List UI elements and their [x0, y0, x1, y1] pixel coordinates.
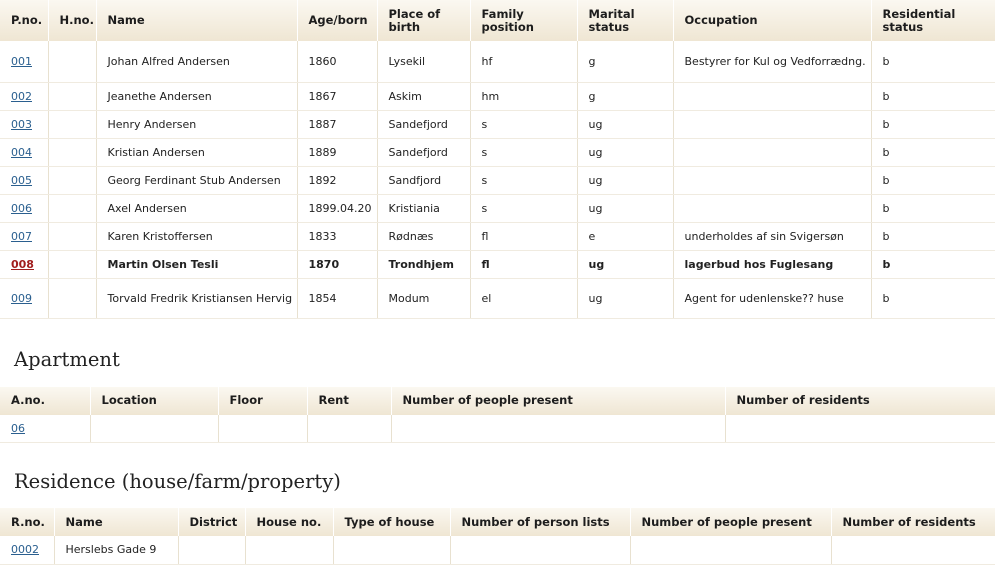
person-residential-status: b: [871, 138, 995, 166]
person-number-cell: [0, 110, 48, 138]
residence-number-cell: [0, 536, 54, 564]
residence-district: [178, 536, 245, 564]
person-residential-status: b: [871, 166, 995, 194]
person-occupation: [673, 110, 871, 138]
person-residential-status: b: [871, 41, 995, 82]
apartment-location: [90, 415, 218, 443]
person-name: Torvald Fredrik Kristiansen Hervig: [96, 278, 297, 318]
person-row: [0, 250, 995, 278]
household-number: [48, 166, 96, 194]
household-number: [48, 194, 96, 222]
person-marital-status: g: [577, 82, 673, 110]
apartment-header-row: [0, 387, 995, 415]
apartment-row: [0, 415, 995, 443]
person-number-cell: [0, 138, 48, 166]
col-header-residence-name: Name: [54, 508, 178, 536]
person-number-link[interactable]: 007: [11, 229, 32, 243]
person-residential-status: b: [871, 222, 995, 250]
household-number: [48, 222, 96, 250]
person-row: [0, 82, 995, 110]
col-header-hno: H.no.: [48, 0, 96, 41]
col-header-ano: A.no.: [0, 387, 90, 415]
col-header-pno: P.no.: [0, 0, 48, 41]
person-marital-status: ug: [577, 110, 673, 138]
person-birthplace: Sandfjord: [377, 166, 470, 194]
person-name: Johan Alfred Andersen: [96, 41, 297, 82]
person-row: [0, 41, 995, 82]
person-marital-status: ug: [577, 278, 673, 318]
person-marital-status: e: [577, 222, 673, 250]
person-occupation: [673, 194, 871, 222]
person-number-link[interactable]: 004: [11, 145, 32, 159]
person-name: Karen Kristoffersen: [96, 222, 297, 250]
person-residential-status: b: [871, 194, 995, 222]
person-birthplace: Modum: [377, 278, 470, 318]
person-birthplace: Lysekil: [377, 41, 470, 82]
person-residential-status: b: [871, 278, 995, 318]
person-age: 1899.04.20: [297, 194, 377, 222]
person-birthplace: Kristiania: [377, 194, 470, 222]
household-number: [48, 82, 96, 110]
person-number-link[interactable]: 009: [11, 291, 32, 305]
residence-heading: Residence (house/farm/property): [14, 470, 341, 493]
person-name: Georg Ferdinant Stub Andersen: [96, 166, 297, 194]
person-occupation: underholdes af sin Svigersøn: [673, 222, 871, 250]
person-row: [0, 166, 995, 194]
person-row: [0, 194, 995, 222]
apartment-rent: [307, 415, 391, 443]
col-header-age: Age/born: [297, 0, 377, 41]
residence-row: [0, 536, 995, 564]
apartment-number-link[interactable]: 06: [11, 421, 25, 435]
person-occupation: Bestyrer for Kul og Vedforrædng.: [673, 41, 871, 82]
person-row: [0, 138, 995, 166]
person-age: 1887: [297, 110, 377, 138]
person-number-cell: [0, 82, 48, 110]
person-number-cell: [0, 278, 48, 318]
person-number-link[interactable]: 005: [11, 173, 32, 187]
person-occupation: Agent for udenlenske?? huse: [673, 278, 871, 318]
person-marital-status: g: [577, 41, 673, 82]
col-header-family-position: Family position: [470, 0, 577, 41]
residence-house-type: [333, 536, 450, 564]
person-row: [0, 110, 995, 138]
person-marital-status: ug: [577, 250, 673, 278]
person-name: Kristian Andersen: [96, 138, 297, 166]
apartment-heading: Apartment: [14, 347, 120, 371]
person-residential-status: b: [871, 250, 995, 278]
person-occupation: lagerbud hos Fuglesang: [673, 250, 871, 278]
person-name: Axel Andersen: [96, 194, 297, 222]
col-header-residential-status: Residential status: [871, 0, 995, 41]
apartment-people-present: [391, 415, 725, 443]
col-header-people-present: Number of people present: [391, 387, 725, 415]
col-header-person-lists: Number of person lists: [450, 508, 630, 536]
person-family-position: el: [470, 278, 577, 318]
col-header-location: Location: [90, 387, 218, 415]
household-number: [48, 278, 96, 318]
person-age: 1889: [297, 138, 377, 166]
person-number-link[interactable]: 003: [11, 117, 32, 131]
residence-table: [0, 508, 995, 565]
household-number: [48, 41, 96, 82]
person-occupation: [673, 166, 871, 194]
person-family-position: s: [470, 194, 577, 222]
col-header-occupation: Occupation: [673, 0, 871, 41]
col-header-name: Name: [96, 0, 297, 41]
col-header-rent: Rent: [307, 387, 391, 415]
person-birthplace: Trondhjem: [377, 250, 470, 278]
person-number-link[interactable]: 006: [11, 201, 32, 215]
person-family-position: hf: [470, 41, 577, 82]
household-number: [48, 138, 96, 166]
col-header-district: District: [178, 508, 245, 536]
residence-header-row: [0, 508, 995, 536]
person-occupation: [673, 82, 871, 110]
person-age: 1854: [297, 278, 377, 318]
person-family-position: hm: [470, 82, 577, 110]
person-family-position: fl: [470, 250, 577, 278]
person-number-link[interactable]: 008: [11, 257, 34, 271]
person-number-cell: [0, 41, 48, 82]
household-number: [48, 250, 96, 278]
person-name: Martin Olsen Tesli: [96, 250, 297, 278]
col-header-house-type: Type of house: [333, 508, 450, 536]
person-family-position: s: [470, 138, 577, 166]
col-header-marital-status: Marital status: [577, 0, 673, 41]
person-residential-status: b: [871, 110, 995, 138]
col-header-birthplace: Place of birth: [377, 0, 470, 41]
person-birthplace: Askim: [377, 82, 470, 110]
col-header-residents: Number of residents: [831, 508, 995, 536]
household-number: [48, 110, 96, 138]
person-age: 1867: [297, 82, 377, 110]
person-birthplace: Sandefjord: [377, 138, 470, 166]
person-number-link[interactable]: 002: [11, 89, 32, 103]
person-row: [0, 278, 995, 318]
residence-number-link[interactable]: 0002: [11, 543, 39, 557]
person-number-cell: [0, 194, 48, 222]
person-age: 1860: [297, 41, 377, 82]
person-marital-status: ug: [577, 194, 673, 222]
person-number-cell: [0, 222, 48, 250]
person-birthplace: Rødnæs: [377, 222, 470, 250]
person-age: 1892: [297, 166, 377, 194]
person-row: [0, 222, 995, 250]
person-marital-status: ug: [577, 166, 673, 194]
col-header-house-no: House no.: [245, 508, 333, 536]
col-header-residents: Number of residents: [725, 387, 995, 415]
person-number-cell: [0, 166, 48, 194]
person-residential-status: b: [871, 82, 995, 110]
person-occupation: [673, 138, 871, 166]
person-age: 1833: [297, 222, 377, 250]
person-age: 1870: [297, 250, 377, 278]
person-family-position: fl: [470, 222, 577, 250]
person-marital-status: ug: [577, 138, 673, 166]
residence-people-present: [630, 536, 831, 564]
person-family-position: s: [470, 110, 577, 138]
person-family-position: s: [470, 166, 577, 194]
col-header-people-present: Number of people present: [630, 508, 831, 536]
persons-header-row: [0, 0, 995, 41]
person-number-link[interactable]: 001: [11, 54, 32, 68]
col-header-rno: R.no.: [0, 508, 54, 536]
person-name: Jeanethe Andersen: [96, 82, 297, 110]
apartment-number-cell: [0, 415, 90, 443]
residence-name: Herslebs Gade 9: [54, 536, 178, 564]
residence-house-no: [245, 536, 333, 564]
apartment-table: [0, 387, 995, 444]
apartment-floor: [218, 415, 307, 443]
apartment-residents: [725, 415, 995, 443]
col-header-floor: Floor: [218, 387, 307, 415]
residence-residents: [831, 536, 995, 564]
residence-person-lists: [450, 536, 630, 564]
person-birthplace: Sandefjord: [377, 110, 470, 138]
person-name: Henry Andersen: [96, 110, 297, 138]
person-number-cell: [0, 250, 48, 278]
